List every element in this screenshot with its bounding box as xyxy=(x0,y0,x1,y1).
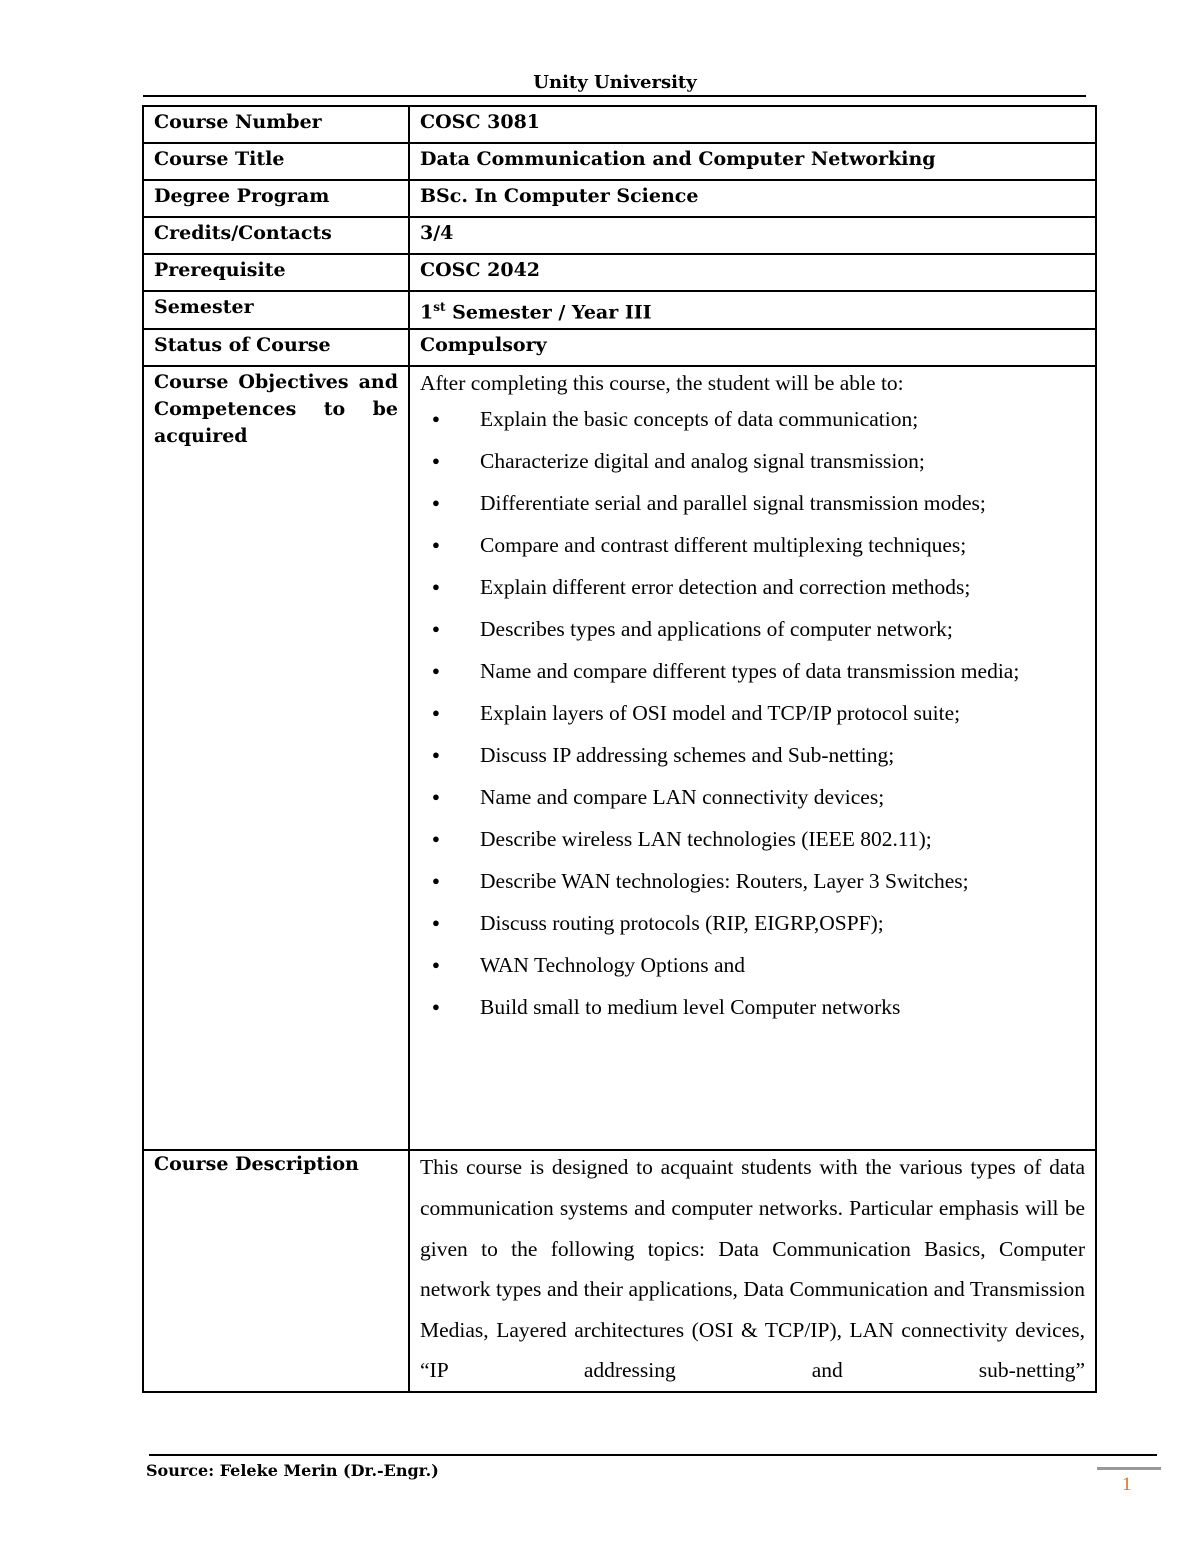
footer-source: Source: Feleke Merin (Dr.-Engr.) xyxy=(146,1461,439,1480)
table-row xyxy=(143,329,1096,366)
objectives-label: Course Objectives and Competences to be acquired xyxy=(143,366,409,1150)
semester-number: 1 xyxy=(420,301,434,324)
objective-item: ● Discuss IP addressing schemes and Sub-netting; xyxy=(480,734,1085,776)
table-row xyxy=(143,143,1096,180)
course-title-label: Course Title xyxy=(143,143,409,180)
table-row xyxy=(143,1150,1096,1392)
status-label: Status of Course xyxy=(143,329,409,366)
course-number-value: COSC 3081 xyxy=(409,106,1096,143)
objective-item: ● Characterize digital and analog signal transmission; xyxy=(480,440,1085,482)
page-number-rule xyxy=(1097,1467,1161,1470)
objective-item: ● Explain the basic concepts of data communication; xyxy=(480,398,1085,440)
objective-item: ● Differentiate serial and parallel signal transmission modes; xyxy=(480,482,1085,524)
description-text: This course is designed to acquaint students with the various types of data communication systems and computer networks. Particular emphasis will be given to the following topics: Data Communication Basics, Computer network types and their applications, Data Communication and Transmission Medias, Layered architectures (OSI & TCP/IP), LAN connectivity devices, “IP addressing and sub-netting” xyxy=(420,1155,1085,1383)
table-row xyxy=(143,106,1096,143)
objective-item: ● Compare and contrast different multiplexing techniques; xyxy=(480,524,1085,566)
objective-item: ● Describes types and applications of computer network; xyxy=(480,608,1085,650)
table-row xyxy=(143,254,1096,291)
table-row xyxy=(143,180,1096,217)
objective-item: ● WAN Technology Options and xyxy=(480,944,1085,986)
table-row xyxy=(143,291,1096,329)
page-number: 1 xyxy=(1122,1474,1132,1495)
semester-label: Semester xyxy=(143,291,409,329)
objective-item: ● Name and compare LAN connectivity devices; xyxy=(480,776,1085,818)
objectives-list xyxy=(420,398,1085,1028)
prerequisite-label: Prerequisite xyxy=(143,254,409,291)
table-row xyxy=(143,217,1096,254)
course-title-value: Data Communication and Computer Networking xyxy=(409,143,1096,180)
credits-value: 3/4 xyxy=(409,217,1096,254)
objective-item: ● Build small to medium level Computer networks xyxy=(480,986,1085,1028)
objectives-intro: After completing this course, the student will be able to: xyxy=(420,371,904,396)
semester-ordinal: st xyxy=(433,300,446,314)
degree-program-value: BSc. In Computer Science xyxy=(409,180,1096,217)
description-cell xyxy=(409,1150,1096,1392)
status-value: Compulsory xyxy=(409,329,1096,366)
page-header-title: Unity University xyxy=(533,72,697,93)
table-row xyxy=(143,366,1096,1150)
description-label: Course Description xyxy=(143,1150,409,1392)
course-info-table xyxy=(142,105,1097,1393)
semester-text: Semester / Year III xyxy=(445,301,652,324)
credits-label: Credits/Contacts xyxy=(143,217,409,254)
prerequisite-value: COSC 2042 xyxy=(409,254,1096,291)
semester-value xyxy=(409,291,1096,329)
footer-divider xyxy=(149,1454,1157,1456)
degree-program-label: Degree Program xyxy=(143,180,409,217)
objective-item: ● Describe WAN technologies: Routers, Layer 3 Switches; xyxy=(480,860,1085,902)
header-divider xyxy=(143,95,1086,97)
objective-item: ● Explain different error detection and correction methods; xyxy=(480,566,1085,608)
objective-item: ● Discuss routing protocols (RIP, EIGRP,OSPF); xyxy=(480,902,1085,944)
objective-item: ● Name and compare different types of data transmission media; xyxy=(480,650,1085,692)
objective-item: ● Describe wireless LAN technologies (IEEE 802.11); xyxy=(480,818,1085,860)
objective-item: ● Explain layers of OSI model and TCP/IP protocol suite; xyxy=(480,692,1085,734)
course-number-label: Course Number xyxy=(143,106,409,143)
objectives-cell xyxy=(409,366,1096,1150)
